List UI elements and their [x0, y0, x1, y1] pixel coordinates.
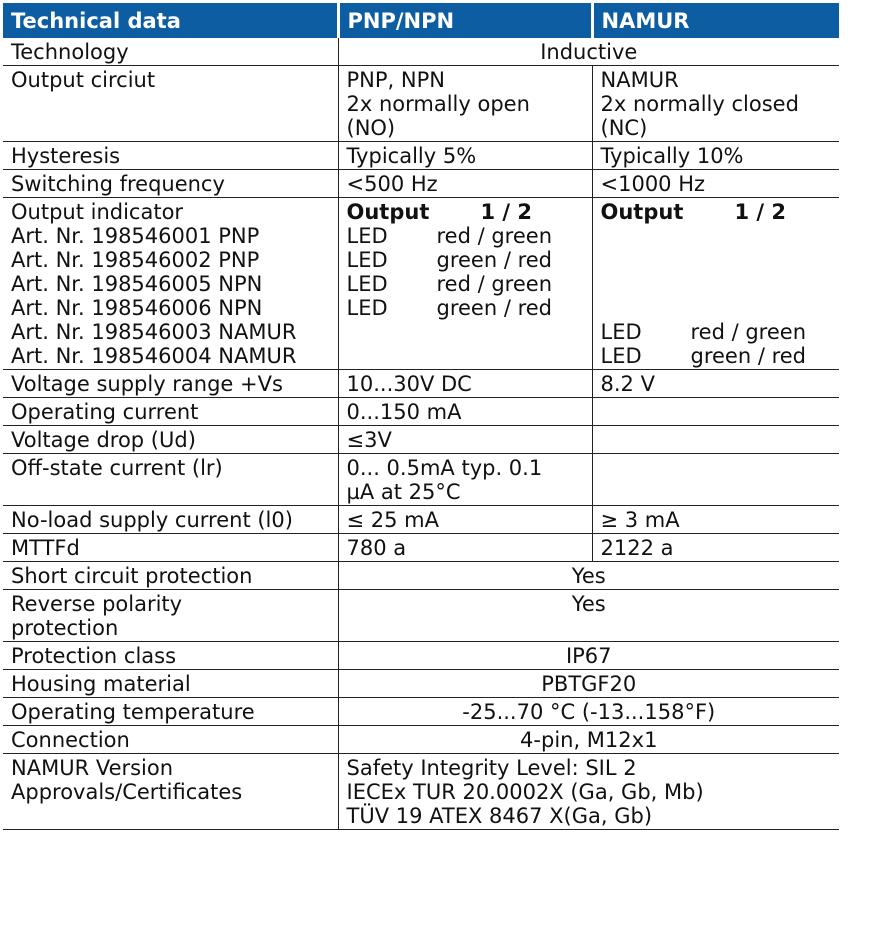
pnp-value: Typically 5% [338, 142, 592, 170]
header-technical-data: Technical data [3, 3, 338, 38]
namur-value [592, 398, 839, 426]
namur-indicator-row: LED green / red [600, 344, 806, 368]
row-label: Technology [3, 38, 338, 66]
namur-output-indicator [592, 198, 839, 370]
technical-data-table [3, 3, 839, 830]
row-label: Operating current [3, 398, 338, 426]
namur-value: Typically 10% [592, 142, 839, 170]
pnp-value: 0...150 mA [338, 398, 592, 426]
pnp-value: ≤3V [338, 426, 592, 454]
pnp-value: 780 a [338, 534, 592, 562]
row-technology [3, 38, 839, 66]
label-line: Art. Nr. 198546002 PNP [11, 248, 260, 272]
row-voltage-supply [3, 370, 839, 398]
row-value: Inductive [338, 38, 839, 66]
row-label: Connection [3, 726, 338, 754]
row-label: Reverse polarity protection [3, 590, 338, 642]
row-namur-version [3, 754, 839, 830]
row-off-state-current [3, 454, 839, 506]
row-label: Short circuit protection [3, 562, 338, 590]
namur-value [592, 426, 839, 454]
row-label: Switching frequency [3, 170, 338, 198]
row-value: PBTGF20 [338, 670, 839, 698]
namur-value: 8.2 V [592, 370, 839, 398]
namur-value: 2122 a [592, 534, 839, 562]
row-short-circuit [3, 562, 839, 590]
pnp-indicator-row: LED red / green [346, 224, 552, 248]
pnp-output-indicator [338, 198, 592, 370]
row-operating-temperature [3, 698, 839, 726]
row-reverse-polarity [3, 590, 839, 642]
row-mttfd [3, 534, 839, 562]
row-label: No-load supply current (l0) [3, 506, 338, 534]
row-value: -25...70 °C (-13...158°F) [338, 698, 839, 726]
row-output-indicator [3, 198, 839, 370]
pnp-value: <500 Hz [338, 170, 592, 198]
row-label: Housing material [3, 670, 338, 698]
pnp-value: 0... 0.5mA typ. 0.1 µA at 25°C [338, 454, 592, 506]
row-label: NAMUR Version Approvals/Certificates [3, 754, 338, 830]
label-line: Art. Nr. 198546003 NAMUR [11, 320, 297, 344]
namur-indicator-header: Output 1 / 2 [600, 200, 787, 224]
table-header-row [3, 3, 839, 38]
row-label: Operating temperature [3, 698, 338, 726]
output-indicator-labels [3, 198, 338, 370]
row-label: Voltage supply range +Vs [3, 370, 338, 398]
label-line: Output indicator [11, 200, 184, 224]
header-pnp-npn: PNP/NPN [338, 3, 592, 38]
pnp-indicator-row: LED green / red [346, 248, 552, 272]
row-operating-current [3, 398, 839, 426]
row-value: Yes [338, 590, 839, 642]
row-output-circuit [3, 66, 839, 142]
row-value: Yes [338, 562, 839, 590]
namur-value: ≥ 3 mA [592, 506, 839, 534]
row-label: MTTFd [3, 534, 338, 562]
row-value: Safety Integrity Level: SIL 2 IECEx TUR 20.0002X (Ga, Gb, Mb) TÜV 19 ATEX 8467 X(Ga, Gb) [338, 754, 839, 830]
namur-value: NAMUR 2x normally closed (NC) [592, 66, 839, 142]
namur-indicator-spacer [601, 224, 832, 320]
pnp-value: ≤ 25 mA [338, 506, 592, 534]
row-value: 4-pin, M12x1 [338, 726, 839, 754]
row-label: Output circiut [3, 66, 338, 142]
row-label: Protection class [3, 642, 338, 670]
row-switching-frequency [3, 170, 839, 198]
row-hysteresis [3, 142, 839, 170]
row-protection-class [3, 642, 839, 670]
row-no-load-current [3, 506, 839, 534]
pnp-value: PNP, NPN 2x normally open (NO) [338, 66, 592, 142]
pnp-indicator-row: LED green / red [346, 296, 552, 320]
row-label: Off-state current (lr) [3, 454, 338, 506]
namur-value [592, 454, 839, 506]
row-housing-material [3, 670, 839, 698]
row-label: Voltage drop (Ud) [3, 426, 338, 454]
label-line: Art. Nr. 198546005 NPN [11, 272, 263, 296]
row-label: Hysteresis [3, 142, 338, 170]
pnp-value: 10...30V DC [338, 370, 592, 398]
label-line: Art. Nr. 198546001 PNP [11, 224, 260, 248]
row-voltage-drop [3, 426, 839, 454]
namur-indicator-row: LED red / green [600, 320, 806, 344]
row-connection [3, 726, 839, 754]
pnp-indicator-row: LED red / green [346, 272, 552, 296]
label-line: Art. Nr. 198546006 NPN [11, 296, 263, 320]
row-value: IP67 [338, 642, 839, 670]
pnp-indicator-header: Output 1 / 2 [346, 200, 533, 224]
namur-value: <1000 Hz [592, 170, 839, 198]
label-line: Art. Nr. 198546004 NAMUR [11, 344, 297, 368]
header-namur: NAMUR [592, 3, 839, 38]
